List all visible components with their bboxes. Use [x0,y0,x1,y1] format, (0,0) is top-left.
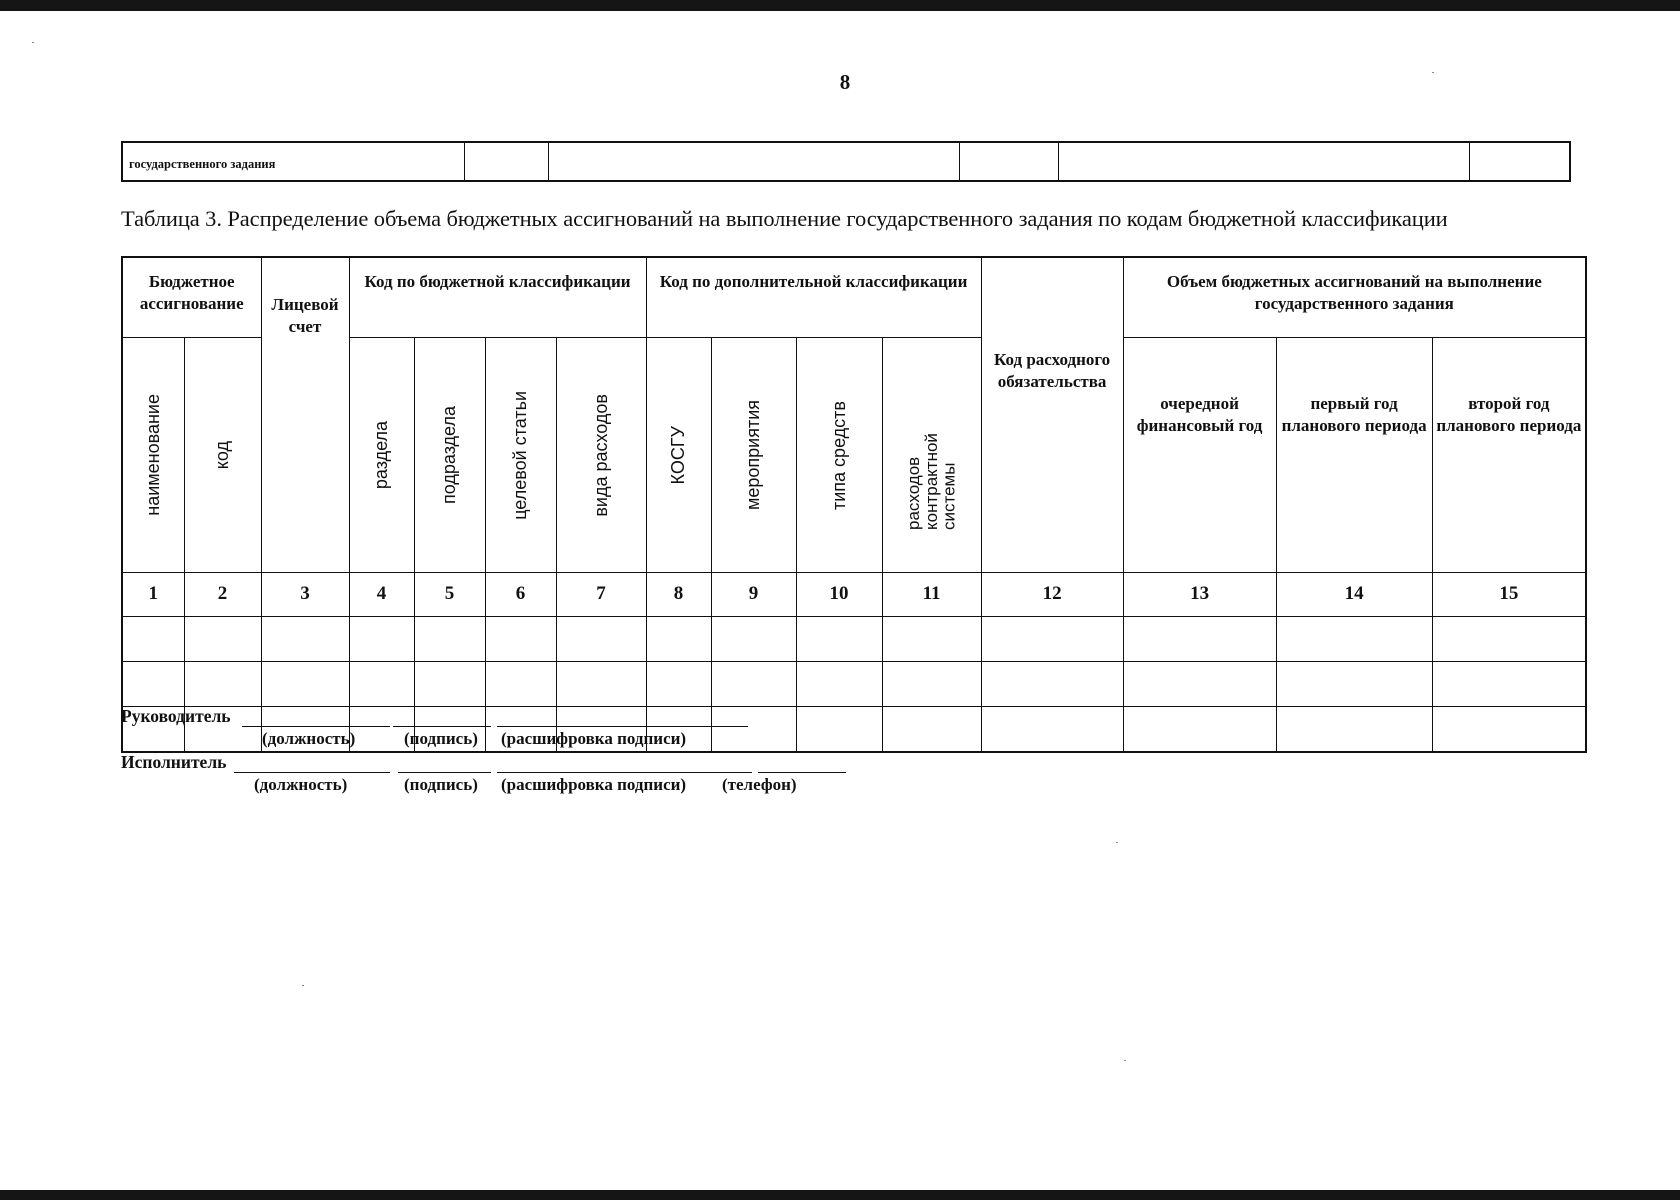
head-decryption-caption: (расшифровка подписи) [501,729,687,748]
empty-cell[interactable] [485,617,556,662]
contract-system-subheader [882,338,981,573]
empty-cell[interactable] [349,662,414,707]
previous-table-cell [1059,143,1470,180]
empty-cell[interactable] [349,617,414,662]
previous-table-cell [1470,143,1569,180]
empty-cell[interactable] [414,662,485,707]
empty-cell[interactable] [122,617,184,662]
column-number: 11 [882,573,981,617]
empty-cell[interactable] [882,617,981,662]
empty-cell[interactable] [981,662,1123,707]
funds-type-subheader [796,338,882,573]
empty-cell[interactable] [646,617,711,662]
empty-cell[interactable] [1432,617,1586,662]
column-number: 15 [1432,573,1586,617]
empty-cell[interactable] [1432,707,1586,753]
previous-table-cell [960,143,1059,180]
empty-cell[interactable] [556,617,646,662]
target-item-subheader [485,338,556,573]
allocation-volume-header: Объем бюджетных ассигнований на выполнение государственного задания [1123,257,1586,338]
head-label: Руководитель [121,706,231,726]
column-number: 10 [796,573,882,617]
top-border-bar [0,0,1680,11]
section-subheader [349,338,414,573]
executor-decryption-caption: (расшифровка подписи) [501,775,687,794]
empty-cell[interactable] [485,662,556,707]
column-number: 3 [261,573,349,617]
head-signature-caption: (подпись) [404,729,478,748]
empty-cell[interactable] [122,662,184,707]
funds-type-subheader-text: типа средств [828,400,849,510]
budget-allocation-table [121,256,1587,753]
scan-speck [1124,1060,1126,1061]
empty-cell[interactable] [1123,662,1276,707]
executor-label: Исполнитель [121,752,227,772]
additional-classification-code-header: Код по дополнительной классификации [646,257,981,338]
executor-position-caption: (должность) [254,775,348,794]
kosgu-subheader [646,338,711,573]
code-subheader [184,338,261,573]
scan-speck [1116,842,1118,843]
executor-phone-line[interactable] [758,772,846,773]
head-signature-line[interactable] [393,726,491,727]
column-number: 6 [485,573,556,617]
scan-speck [1432,72,1434,73]
previous-table-row [121,141,1571,182]
empty-cell[interactable] [1123,707,1276,753]
expense-type-subheader-text: вида расходов [590,393,611,517]
column-number: 4 [349,573,414,617]
previous-table-label: государственного задания [123,143,465,180]
head-position-line[interactable] [242,726,390,727]
executor-decryption-line[interactable] [497,772,752,773]
expense-type-subheader [556,338,646,573]
measure-subheader-text: мероприятия [743,399,764,510]
section-subheader-text: раздела [371,420,392,490]
empty-cell[interactable] [556,662,646,707]
empty-cell[interactable] [882,662,981,707]
second-plan-year-subheader: второй год планового периода [1432,338,1586,573]
contract-system-subheader-text: расходов контрактной системы [903,433,959,530]
first-plan-year-subheader: первый год планового периода [1276,338,1432,573]
column-number: 13 [1123,573,1276,617]
empty-cell[interactable] [261,662,349,707]
page-number: 8 [839,70,851,94]
table-caption: Таблица 3. Распределение объема бюджетных ассигнований на выполнение государственного задания по кодам бюджетной классификации [121,206,1448,231]
empty-cell[interactable] [711,662,796,707]
empty-cell[interactable] [981,707,1123,753]
empty-cell[interactable] [882,707,981,753]
empty-cell[interactable] [1432,662,1586,707]
previous-table-cell [465,143,549,180]
empty-cell[interactable] [414,617,485,662]
code-subheader-text: код [212,440,233,470]
column-number: 5 [414,573,485,617]
kosgu-subheader-text: КОСГУ [668,425,689,485]
empty-cell[interactable] [184,662,261,707]
empty-cell[interactable] [796,662,882,707]
executor-phone-caption: (телефон) [722,775,797,794]
executor-signature-line[interactable] [398,772,491,773]
empty-cell[interactable] [1276,662,1432,707]
empty-cell[interactable] [184,617,261,662]
measure-subheader [711,338,796,573]
name-subheader-text: наименование [142,394,163,516]
previous-table-cell [549,143,960,180]
empty-cell[interactable] [1123,617,1276,662]
bottom-border-bar [0,1190,1680,1200]
empty-cell[interactable] [711,707,796,753]
scan-speck [302,985,304,986]
column-number: 1 [122,573,184,617]
table-row [122,617,1586,662]
empty-cell[interactable] [646,662,711,707]
personal-account-header: Лицевой счет [261,257,349,573]
column-number: 2 [184,573,261,617]
subsection-subheader-text: подраздела [439,406,460,504]
head-position-caption: (должность) [262,729,356,748]
empty-cell[interactable] [1276,707,1432,753]
subsection-subheader [414,338,485,573]
empty-cell[interactable] [796,707,882,753]
column-number: 12 [981,573,1123,617]
scan-speck [32,42,34,43]
column-number-row [122,573,1586,617]
empty-cell[interactable] [796,617,882,662]
head-decryption-line[interactable] [497,726,748,727]
executor-signature-caption: (подпись) [404,775,478,794]
name-subheader [122,338,184,573]
column-number: 14 [1276,573,1432,617]
table-row [122,662,1586,707]
column-number: 7 [556,573,646,617]
current-year-subheader: очередной финансовый год [1123,338,1276,573]
executor-position-line[interactable] [234,772,390,773]
column-number: 8 [646,573,711,617]
budget-allocation-header: Бюджетное ассигнование [122,257,261,338]
empty-cell[interactable] [261,617,349,662]
empty-cell[interactable] [981,617,1123,662]
column-number: 9 [711,573,796,617]
target-item-subheader-text: целевой статьи [510,390,531,520]
empty-cell[interactable] [711,617,796,662]
budget-classification-code-header: Код по бюджетной классификации [349,257,646,338]
empty-cell[interactable] [1276,617,1432,662]
expense-obligation-code-header: Код расходного обязательства [981,257,1123,573]
